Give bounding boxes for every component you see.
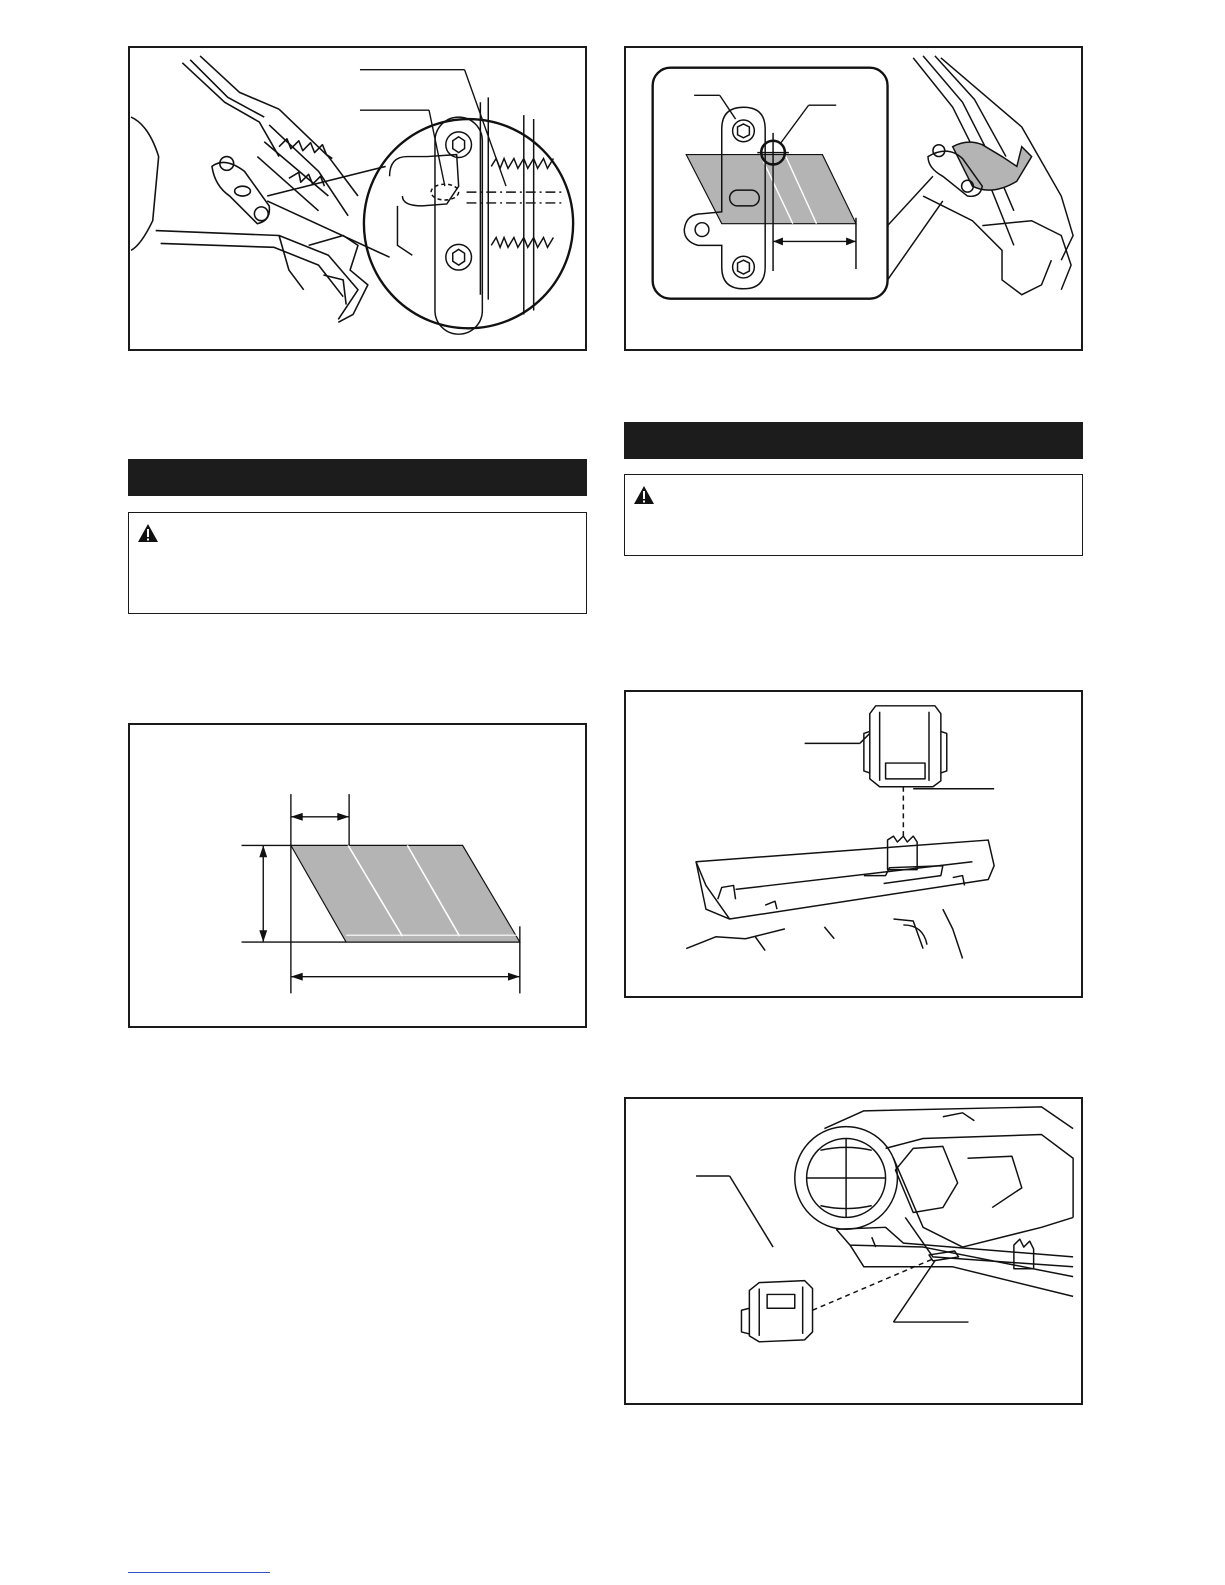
right-section-band: [624, 422, 1083, 459]
dust-cover-on-base-illustration: [626, 692, 1081, 996]
figure-dust-cover-base: [624, 690, 1083, 998]
right-warning-box: [624, 474, 1083, 556]
figure-splinter-guard-dimensions: [128, 723, 587, 1028]
figure-blade-guide-closeup: [128, 46, 587, 351]
left-section-band: [128, 459, 587, 496]
left-warning-box: [128, 512, 587, 614]
warning-triangle-icon: [633, 485, 655, 505]
footer-link-underline: [128, 1572, 270, 1573]
splinter-guard-alignment-illustration: [626, 48, 1081, 349]
blade-guide-closeup-illustration: [130, 48, 585, 349]
figure-dust-cover-tool: [624, 1097, 1083, 1405]
splinter-guard-dimension-diagram: [130, 725, 585, 1026]
warning-triangle-icon: [137, 523, 159, 543]
figure-splinter-guard-alignment: [624, 46, 1083, 351]
dust-cover-attach-to-tool-illustration: [626, 1099, 1081, 1403]
